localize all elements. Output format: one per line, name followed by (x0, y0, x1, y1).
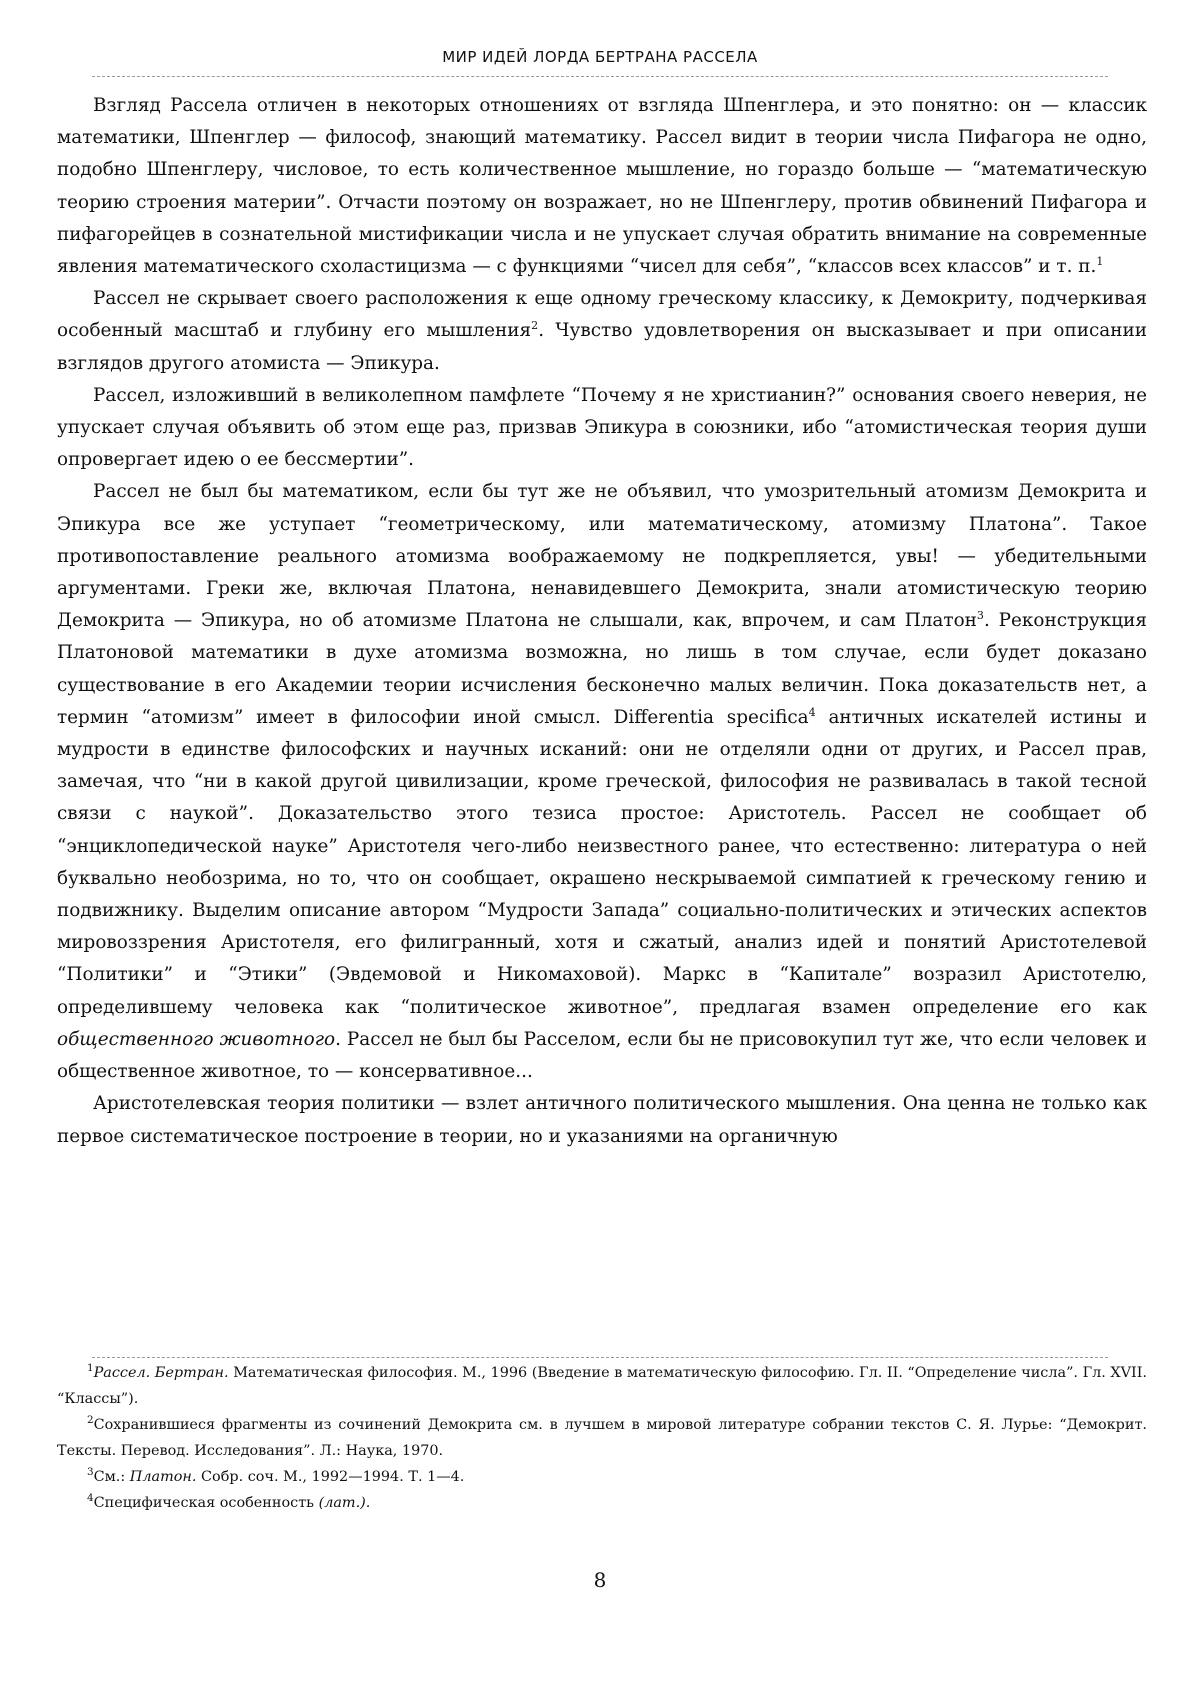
footnote-ref-1: 1 (1096, 254, 1104, 268)
paragraph-2-text-b: . Чувство удовлетворения он высказывает и при описании взглядов другого атомиста — Эпикура. (57, 320, 1147, 374)
paragraph-4-italic: общественного животного (57, 1028, 336, 1050)
footnote-4-lang: (лат.) (318, 1495, 366, 1511)
footnote-3-mark: 3 (87, 1466, 94, 1479)
footnote-4-text: Специфическая особенность (93, 1495, 319, 1511)
footnote-1-text: Математическая философия. М., 1996 (Введение в математическую философию. Гл. II. “Определение числа”. Гл. XVII. “Классы”). (57, 1365, 1147, 1407)
header-divider (92, 76, 1108, 77)
footnote-1-author: Рассел. Бертран. (93, 1365, 229, 1381)
footnote-2-text: Сохранившиеся фрагменты из сочинений Демокрита см. в лучшем в мировой литературе собрании текстов С. Я. Лурье: “Демокрит. Тексты. Перевод. Исследования”. Л.: Наука, 1970. (57, 1417, 1147, 1459)
footnote-1 (57, 1360, 1147, 1412)
footnote-ref-4: 4 (808, 705, 816, 719)
footnote-3-author: Платон. (129, 1469, 197, 1485)
paragraph-4-text-d: . Рассел не был бы Расселом, если бы не присовокупил тут же, что если человек и общественное животное, то — консервативное... (57, 1028, 1147, 1083)
footnote-2 (57, 1412, 1147, 1464)
footnote-ref-3: 3 (976, 609, 984, 623)
running-head: МИР ИДЕЙ ЛОРДА БЕРТРАНА РАССЕЛА (442, 48, 758, 66)
paragraph-1 (57, 90, 1147, 283)
footnote-ref-2: 2 (531, 319, 539, 333)
footnotes (57, 1360, 1147, 1516)
footnote-3 (57, 1464, 1147, 1490)
main-text (57, 90, 1147, 1153)
footnote-divider (92, 1357, 1108, 1358)
paragraph-4 (57, 476, 1147, 1088)
paragraph-4-text-c: античных искателей истины и мудрости в единстве философских и научных исканий: они не отделяли одни от других, и Рассел прав, замечая, что “ни в какой другой цивилизации, кроме греческой, философия не развивалась в такой тесной связи с наукой”. Доказательство этого тезиса простое: Аристотель. Рассел не сообщает об “энциклопедической науке” Аристотеля чего-либо неизвестного ранее, что естественно: литература о ней буквально необозрима, но то, что он сообщает, окрашено нескрываемой симпатией к греческому гению и подвижнику. Выделим описание автором “Мудрости Запада” социально-политических и этических аспектов мировоззрения Аристотеля, его филигранный, хотя и сжатый, анализ идей и понятий Аристотелевой “Политики” и “Этики” (Эвдемовой и Никомаховой). Маркс в “Капитале” возразил Аристотелю, определившему человека как “политическое животное”, предлагая взамен определение его как (57, 706, 1147, 1018)
footnote-4 (57, 1490, 1147, 1516)
footnote-4-mark: 4 (87, 1492, 94, 1505)
paragraph-3-text: Рассел, изложивший в великолепном памфлете “Почему я не христианин?” основания своего неверия, не упускает случая объявить об этом еще раз, призвав Эпикура в союзники, ибо “атомистическая теория души опровергает идею о ее бессмертии”. (57, 384, 1147, 471)
footnote-3-text: Собр. соч. М., 1992—1994. Т. 1—4. (196, 1469, 465, 1485)
paragraph-1-text: Взгляд Рассела отличен в некоторых отношениях от взгляда Шпенглера, и это понятно: он — классик математики, Шпенглер — философ, знающий математику. Рассел видит в теории числа Пифагора не одно, подобно Шпенглеру, числовое, то есть количественное мышление, но гораздо больше — “математическую теорию строения материи”. Отчасти поэтому он возражает, но не Шпенглеру, против обвинений Пифагора и пифагорейцев в сознательной мистификации числа и не упускает случая обратить внимание на современные явления математического схоластицизма — с функциями “чисел для себя”, “классов всех классов” и т. п. (57, 95, 1147, 278)
paragraph-2 (57, 283, 1147, 380)
footnote-2-mark: 2 (87, 1414, 94, 1427)
paragraph-4-text-a: Рассел не был бы математиком, если бы тут же не объявил, что умозрительный атомизм Демокрита и Эпикура все же уступает “геометрическому, или математическому, атомизму Платона”. Такое противопоставление реального атомизма воображаемому не подкрепляется, увы! — убедительными аргументами. Греки же, включая Платона, ненавидевшего Демокрита, знали атомистическую теорию Демокрита — Эпикура, но об атомизме Платона не слышали, как, впрочем, и сам Платон (57, 481, 1147, 632)
paragraph-3 (57, 380, 1147, 477)
paragraph-4-text-b: . Реконструкция Платоновой математики в духе атомизма возможна, но лишь в том случае, если будет доказано существование в его Академии теории исчисления бесконечно малых величин. Пока доказательств нет, а термин “атомизм” имеет в философии иной смысл. Differentia specifica (57, 610, 1147, 728)
paragraph-2-text-a: Рассел не скрывает своего расположения к еще одному греческому классику, к Демокриту, подчеркивая особенный масштаб и глубину его мышления (57, 288, 1147, 342)
footnote-3-prefix: См.: (93, 1469, 130, 1485)
footnote-4-end: . (365, 1495, 371, 1511)
paragraph-5 (57, 1088, 1147, 1152)
footnote-1-mark: 1 (87, 1362, 94, 1375)
page-number: 8 (593, 1568, 607, 1592)
paragraph-5-text: Аристотелевская теория политики — взлет античного политического мышления. Она ценна не только как первое систематическое построение в теории, но и указаниями на органичную (57, 1093, 1147, 1147)
